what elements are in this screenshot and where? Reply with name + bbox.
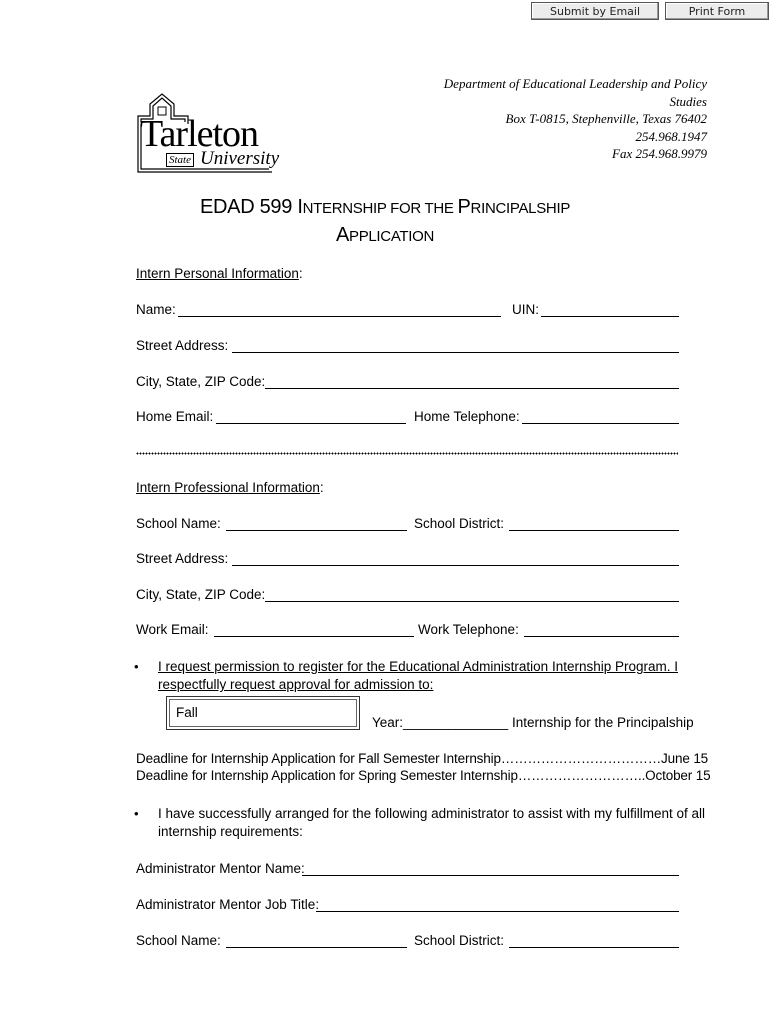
street-address-label: Street Address: — [136, 338, 229, 353]
year-field[interactable]: Year:______________ — [372, 715, 509, 730]
request-line1-text: I request permission to register for the Educational Administration Internship Program. I — [158, 659, 679, 674]
request-text-line1 — [158, 659, 678, 674]
work-email-label: Work Email: — [136, 622, 209, 637]
request-line2-text: respectfully request approval for admission to: — [158, 677, 434, 692]
semester-value: Fall — [176, 705, 198, 720]
title-part: RINCIPALSHIP — [470, 200, 571, 217]
logo-university-text: University — [200, 148, 280, 169]
school-district-label: School District: — [414, 516, 505, 531]
heading-colon: : — [298, 266, 303, 281]
name-field[interactable] — [178, 316, 501, 317]
professional-info-heading-text: Intern Professional Information — [136, 480, 320, 495]
personal-info-heading — [136, 266, 303, 281]
department-phone: 254.968.1947 — [635, 128, 707, 144]
dotted-divider — [136, 452, 678, 456]
title-part: A — [335, 224, 349, 246]
logo-state-text: State — [166, 153, 194, 167]
department-name: Department of Educational Leadership and Policy — [443, 76, 707, 91]
mentor-text-line2: internship requirements: — [158, 824, 303, 839]
work-email-field[interactable] — [214, 636, 414, 637]
mentor-name-label: Administrator Mentor Name: — [136, 861, 305, 876]
work-street-address-field[interactable] — [232, 565, 679, 566]
home-telephone-label: Home Telephone: — [414, 409, 520, 424]
mentor-school-name-field[interactable] — [226, 947, 407, 948]
city-state-zip-field[interactable] — [265, 388, 679, 389]
department-fax: Fax 254.968.9979 — [612, 146, 707, 162]
title-part: I — [297, 196, 303, 218]
mentor-school-district-label: School District: — [414, 933, 505, 948]
mentor-job-title-label: Administrator Mentor Job Title: — [136, 897, 320, 912]
department-name-cont: Studies — [669, 93, 707, 109]
internship-type-label: Internship for the Principalship — [512, 715, 694, 730]
department-address: Box T-0815, Stephenville, Texas 76402 — [505, 111, 707, 127]
page-subtitle — [0, 224, 770, 247]
uin-label: UIN: — [512, 302, 539, 317]
mentor-job-title-field[interactable] — [316, 911, 679, 912]
title-part: NTERNSHIP FOR THE — [302, 200, 458, 217]
bullet-icon: • — [134, 806, 139, 821]
home-email-field[interactable] — [216, 423, 406, 424]
semester-select[interactable] — [166, 696, 360, 730]
fall-deadline: Deadline for Internship Application for Fall Semester Internship………………………………June 15 — [136, 751, 709, 766]
department-address-block — [387, 75, 707, 163]
page-title — [0, 196, 770, 219]
mentor-name-field[interactable] — [302, 875, 679, 876]
bullet-icon: • — [134, 659, 139, 674]
school-district-field[interactable] — [509, 530, 679, 531]
work-street-address-label: Street Address: — [136, 551, 229, 566]
work-city-state-zip-field[interactable] — [265, 601, 679, 602]
work-telephone-field[interactable] — [524, 636, 679, 637]
school-name-field[interactable] — [226, 530, 407, 531]
street-address-field[interactable] — [232, 352, 679, 353]
city-state-zip-label: City, State, ZIP Code: — [136, 374, 266, 389]
request-text-line2 — [158, 677, 433, 692]
name-label: Name: — [136, 302, 176, 317]
uin-field[interactable] — [541, 316, 679, 317]
logo-tarleton-text: Tarleton — [140, 113, 259, 155]
title-part: PPLICATION — [348, 228, 435, 245]
mentor-text-line1: I have successfully arranged for the following administrator to assist with my fulfillment of all — [158, 806, 705, 821]
spring-deadline: Deadline for Internship Application for Spring Semester Internship………………………..October 15 — [136, 768, 711, 783]
title-part: EDAD 599 — [199, 196, 298, 218]
mentor-school-name-label: School Name: — [136, 933, 221, 948]
home-telephone-field[interactable] — [522, 423, 679, 424]
print-form-button[interactable]: Print Form — [665, 2, 769, 20]
professional-info-heading — [136, 480, 324, 495]
personal-info-heading-text: Intern Personal Information — [136, 266, 299, 281]
tarleton-logo — [136, 92, 280, 174]
work-city-state-zip-label: City, State, ZIP Code: — [136, 587, 266, 602]
home-email-label: Home Email: — [136, 409, 214, 424]
school-name-label: School Name: — [136, 516, 221, 531]
title-part: P — [457, 196, 471, 218]
heading-colon: : — [319, 480, 324, 495]
work-telephone-label: Work Telephone: — [418, 622, 519, 637]
submit-by-email-button[interactable]: Submit by Email — [531, 2, 659, 20]
mentor-school-district-field[interactable] — [509, 947, 679, 948]
